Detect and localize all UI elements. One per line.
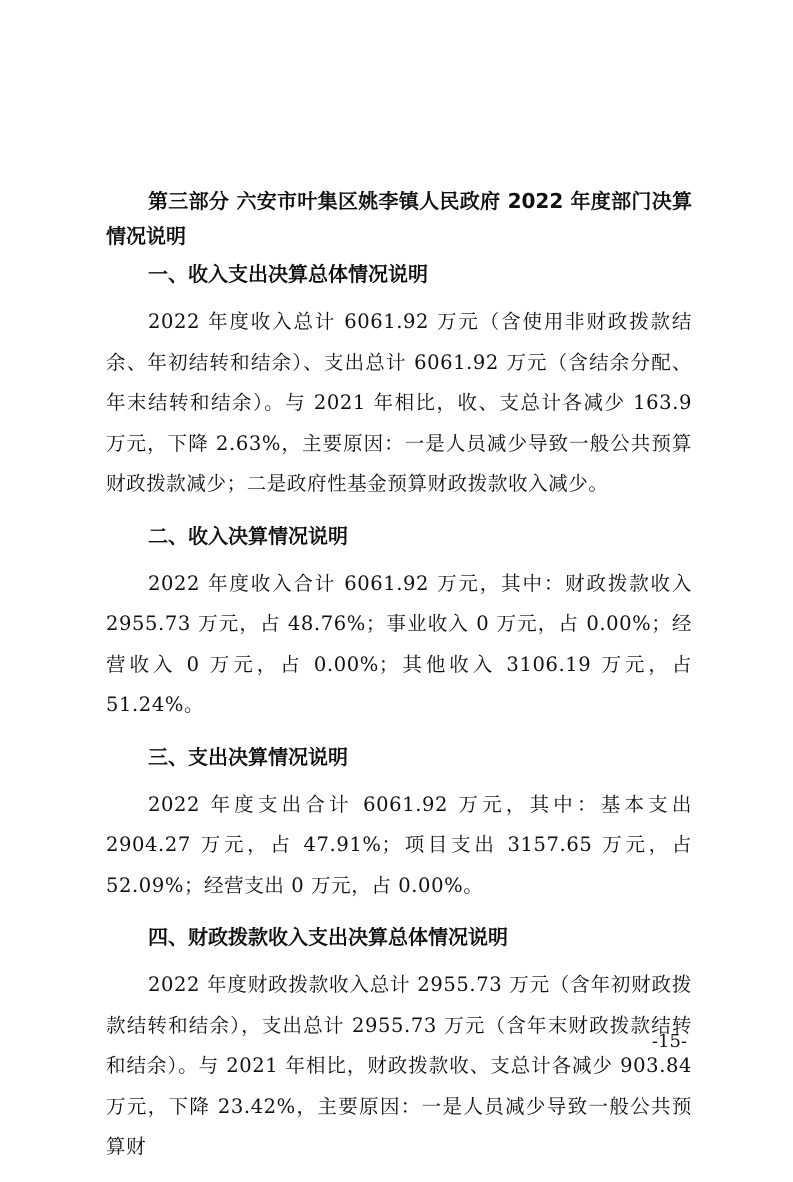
- document-page: [106, 184, 692, 1182]
- section-heading-fiscal-appropriation: 四、财政拨款收入支出决算总体情况说明: [148, 925, 508, 949]
- section-heading-income: 二、收入决算情况说明: [148, 523, 348, 548]
- document-title: 第三部分 六安市叶集区姚李镇人民政府 2022 年度部门决算情况说明: [106, 189, 692, 248]
- page-number: -15-: [651, 1031, 687, 1052]
- section-body-expense: 2022 年度支出合计 6061.92 万元，其中：基本支出 2904.27 万元，占 47.91%；项目支出 3157.65 万元，占 52.09%；经营支出 0 万元，占 0.00%。: [106, 792, 692, 897]
- section-body-income-expense-overview: 2022 年度收入总计 6061.92 万元（含使用非财政拨款结余、年初结转和结余）、支出总计 6061.92 万元（含结余分配、年末结转和结余）。与 2021 年相比，收、支总计各减少 163.9 万元，下降 2.63%，主要原因：一是人员减少导致一般公共预算财政拨款减少；二是政府性基金预算财政拨款收入减少。: [106, 310, 692, 495]
- section-body-fiscal-appropriation: 2022 年度财政拨款收入总计 2955.73 万元（含年初财政拨款结转和结余），支出总计 2955.73 万元（含年末财政拨款结转和结余）。与 2021 年相比，财政拨款收、支总计各减少 903.84 万元，下降 23.42%，主要原因：一是人员减少导致一般公共预算财: [106, 973, 692, 1158]
- section-heading-expense: 三、支出决算情况说明: [148, 744, 348, 769]
- section-heading-income-expense-overview: 一、收入支出决算总体情况说明: [148, 262, 428, 286]
- section-body-income: 2022 年度收入合计 6061.92 万元，其中：财政拨款收入 2955.73 万元，占 48.76%；事业收入 0 万元，占 0.00%；经营收入 0 万元，占 0.00%；其他收入 3106.19 万元，占 51.24%。: [106, 571, 692, 716]
